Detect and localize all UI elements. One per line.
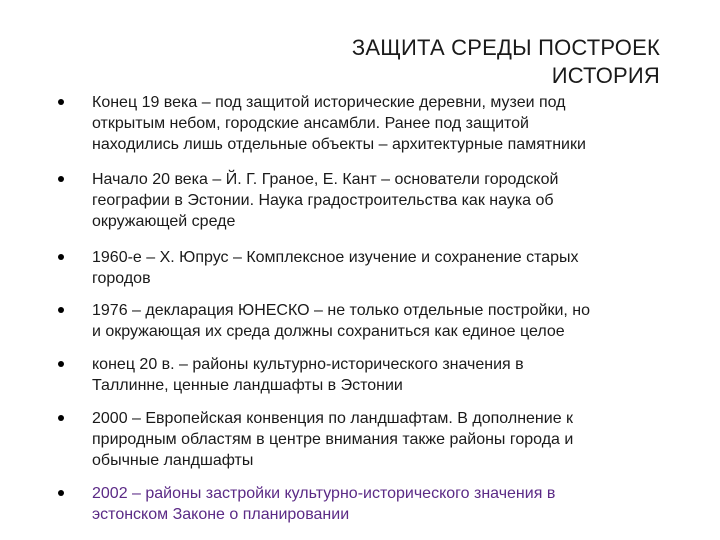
list-item — [56, 483, 668, 525]
bullet-icon — [58, 415, 64, 421]
history-list — [56, 92, 668, 525]
list-item — [56, 169, 668, 232]
list-item-text: 2002 – районы застройки культурно-исторического значения в эстонском Законе о планировании — [92, 485, 556, 523]
list-item-text: 1960-е – Х. Юпрус – Комплексное изучение и сохранение старых городов — [92, 249, 579, 287]
slide-title-line-2: ИСТОРИЯ — [551, 63, 660, 88]
list-item-text: Конец 19 века – под защитой исторические деревни, музеи под открытым небом, городские ансамбли. Ранее под защитой находились лишь отдельные объекты – архитектурные памятники — [92, 94, 586, 153]
slide-title-line-1: ЗАЩИТА СРЕДЫ ПОСТРОЕК — [351, 35, 660, 60]
slide-title — [352, 34, 660, 90]
bullet-icon — [58, 361, 64, 367]
list-item — [56, 408, 668, 471]
list-item-text: конец 20 в. – районы культурно-исторического значения в Таллинне, ценные ландшафты в Эстонии — [92, 356, 524, 394]
bullet-icon — [58, 490, 64, 496]
list-item — [56, 354, 668, 396]
list-item — [56, 247, 668, 289]
list-item — [56, 92, 668, 155]
list-item-text: 1976 – декларация ЮНЕСКО – не только отдельные постройки, но и окружающая их среда должны сохраниться как единое целое — [92, 302, 591, 340]
bullet-icon — [58, 254, 64, 260]
bullet-icon — [58, 307, 64, 313]
list-item — [56, 300, 668, 342]
bullet-icon — [58, 99, 64, 105]
list-item-text: Начало 20 века – Й. Г. Граное, Е. Кант – основатели городской географии в Эстонии. Наука градостроительства как наука об окружающей среде — [92, 171, 559, 230]
bullet-icon — [58, 176, 64, 182]
list-item-text: 2000 – Европейская конвенция по ландшафтам. В дополнение к природным областям в центре внимания также районы города и обычные ландшафты — [92, 410, 574, 469]
